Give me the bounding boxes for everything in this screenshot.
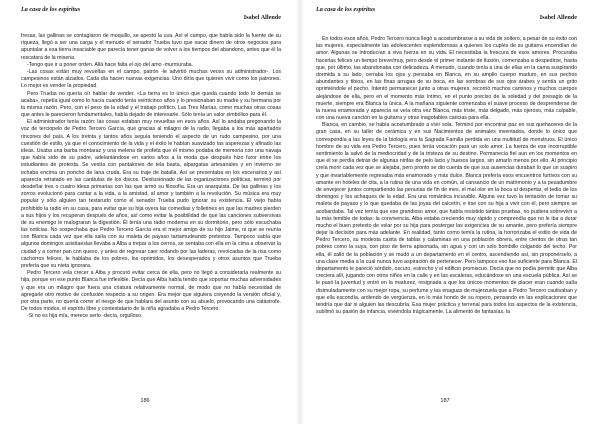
paragraph: fresas, las gallinas se contagiaron de moquillo, se apestó la uva. Así el campo, que había sido la fuente de su riqueza, llegó a ser una carga y el menudo el senador Trueba tuvo que sacar dinero de otros negocios para apuntalar a esa tierra insaciable que parecía tener ganas de volver a los tiempos del abandono, antes que él la rescatara de la miseria. [21, 33, 281, 61]
paragraph: El administrador tenía razón: las cosas estaban muy revueltas en esos años. Así lo andaba pregonando la voz de terciopelo de Pedro Tercero García, que gracias al milagro de la radio, llegaba a los más apartados rincones del país. A los treinta y tantos años seguía teniendo el aspecto de un rudo campesino, por una cuestión de estilo, ya que el conocimiento de la vida y el éxito le habían suavizado las asperezas y afinado las ideas. Usaba una barba montaraz y una melena de profeta que él mismo podaba de memoria con una navaja que había sido de su padre, adelantándose en varios años a la moda que después hizo furor entre los estudiantes de protesta. Se vestía con pantalones de tela basta, alpargatas artesanales y en invierno se echaba encima un poncho de lana cruda. Era su traje de batalla. Así se presentaba en los escenarios y así aparecía retratado en las carátulas de los discos. Desilusionado de las organizaciones políticas, terminó por desdeñar tres o cuatro ideas primarias con las que armó su filosofía. Era un anarquista. De las gallinas y los zorros evolucionó para cantar a la vida, a la amistad, al amor y también a la revolución. Su música era muy popular y sólo alguien tan testarudo como el senador Trueba pudo ignorar su existencia. El viejo había prohibido la radio en su casa, para evitar que su hija oyera las comedias y folletines en que las madres pierden a sus hijos y los recuperan después de años, así como evitar la posibilidad de que las canciones subversivas de su enemigo le malograran la digestión. Él tenía una radio moderna en su dormitorio, pero sólo escuchaba las noticias. No sospechaba que Pedro Tercero García era el mejor amigo de su hijo Jaime, ni que se reunía con Blanca cada vez que ella salía con su maleta de payaso tartamudeando pretextos. Tampoco sabía que algunos domingos asistíaeslas llevaba a Alba a trepar a los cerros, se sentaba con ella en la cima a observar la ciudad y a comer pan con queso, y antes de regresar caer rodando por las laderas, revolcadas de la risa como cachorros felices, le hablaba de los pobres, los oprimidos, los desesperados y otros asuntos que Trueba prefería que su nieta ignorara. [21, 119, 281, 269]
paragraph: Pero Trueba no quería oír hablar de vender. «La tierra es lo único que queda cuando todo lo demás se acaba», repetía igual como lo hacía cuando tenía veinticinco años y lo presionaban su madre y su hermana por la misma razón. Pero, con el peso de la edad y el trabajo político, Las Tres Marías, como muchas otras cosas que antes le parecieron fundamentales, había dejado de interesarle. Sólo tenía un valor simbólico para él. [21, 90, 281, 119]
right-page [300, 0, 590, 424]
paragraph: En todos esos años, Pedro Tercero nunca llegó a acostumbrarse a su vida de soltero, a pesar de su éxito con las mujeres, especialmente las adolescentes esplendorosas a quienes los cuplés de su guitarra encendían de amor. Algunas se introducían a viva fuerza en su vida. El necesitaba la frescura de esos amores. Procuraba hacerlas felices un tiempo breve/muy, pero desde el primer instante de ilusión, comenzaba a despedirse, hasta que, por último, las abandonaba con delicadeza. A menudo, cuando tenía a una de ellas en la cama suspirando dormida a su lado, cerraba los ojos y pensaba en Blanca, en su amplio cuerpo maduro, en sus pechos abundantes y tibios, en las finas arrugas de su boca, en las sombras de sus ojos árabes y sentía un grito oprimiéndole el pecho. Intentó permanecer junto a otras mujeres, recorrió muchos caminos y muchos cuerpos alejándose de ella, pero en el momento más íntimo, en el punto preciso de la soledad y del presagio de la muerte, siempre era Blanca la única. A la mañana siguiente comenzaba el suave proceso de desprenderse de la nueva enamorada y aparecía se veía otra vez Blanca, más triste, más delgado, más ojeroso, más culpable, con una nueva canción en la guitarra y otras inagotables caricias para ella. [316, 36, 577, 122]
page-number: 187 [440, 398, 450, 404]
running-header-author: Isabel Allende [243, 14, 281, 21]
running-header-author: Isabel Allende [539, 14, 577, 21]
paragraph: Blanca, en cambio, se había acostumbrado a vivir sola. Terminó por encontrar paz en sus quehaceres de la gran casa, en su taller de cerámica y en sus Nacimientos de animales inventados, donde lo único que correspondía a las leyes de la biología era la Sagrada Familia perdida en una multitud de monstruos. El único hombre de su vida era Pedro Tercero, pues tenía vocación para un solo amor. La fuerza de ese incorruptible sentimiento la salvó de la mediocridad y de la tristeza de su destino. Permanecía fiel aun en los momentos en que él se perdía detrás de algunas ninfas de pelo lacio y huesos largos, sin amarlo menos por ello. Al principio creía morir cada vez que se alejaba, pero pronto se dio cuenta de que sus ausencias duraban lo que un suspiro y que invariablemente regresaba más enamorado y más dulce. Blanca prefería esos encuentros furtivos con su amante en hoteles de cita, a la rutina de una vida en común, al cansancio de un matrimonio y a la pesadumbre de envejecer juntos compartiendo las penurias de fin de mes, el mal olor en la boca al despertar, el tedio de los domingos y los achaques de la edad. Era una romántica incurable. Alguna vez tuvo la tentación de tomar su maleta de payaso y lo que quedaba de las joyas del calcetín, e irse con su hija a vivir con él, pero siempre se acobardaba. Tal vez temía que ese grandioso amor, que había resistido tantas pruebas, no pudiera sobrevivir a la más temible de todas: la convivencia. Alba estaba creciendo muy rápido y comprendía que no le iba a durar mucho el buen pretexto de velar por su hija para postergar las exigencias de su amante, pero prefería siempre dejar la decisión para más adelante. En realidad, tanto como temía la rutina, la horrorizaba el estilo de vida de Pedro Tercero, su modesta casita de tablas y calaminas en una población obrera, entre cientos de otras tan pobres como la suya, con piso de tierra apisonada, sin agua y con un solo bombillo colgando del techo. Por ella, él salió de la población y se mudó a un departamento en el centro, ascendiendo así, sin proponérselo, a una clase media a la cual nunca tuvo aspiración de pertenecer. Pero tampoco eso fue suficiente para Blanca. El departamento le pareció sórdido, oscuro, estrecho y el edificio promiscuo. Decía que no podía permitir que Alba creciera allí, jugando con otros niños en la calle y en las escaleras, educándose en una escuela pública. Así se le pasó la juventud y entró en la madurez, resignada a que los únicos momentos de placer eran cuando salía disimuladamente con su mejor ropa, su perfume y las enaguas de mujerzuela que a Pedro Tercero cautivaban y que ella escondía, ardiendo de vergüenza, en lo más hondo de su ropero, pensando en las explicaciones que tendría que dar si alguien las descubría. Esa mujer práctica y terrenal para todos los aspectos de la existencia, sublimó su pasión de infancia, viviéndola trágicamente. La alimentó de fantasías, la [316, 122, 577, 316]
paragraph: -Si no es hija mía, merece serlo -decía, orgulloso. [27, 313, 143, 320]
running-header-title: La casa de los espíritus [316, 6, 376, 13]
page-body [21, 33, 281, 399]
paragraph: -Las cosas están muy revueltas en el campo, patrón -le advirtió muchas veces su administrador-. Los campesinos están alzados. Cada día hacen nuevas exigencias. Uno diría que quieren vivir como los patrones. Lo mejor es vender la propiedad. [21, 68, 281, 90]
paragraph: Pedro Tercero vela crecer a Alba y procuró evitar cerca de ella, pero no llegó a considerarla realmente su hija, porque en ese punto Blanca fue inflexible. Decía que Alba había tenido que soportar muchas adversidades y que era un milagro que fuera una criatura relativamente normal, de modo que no había necesidad de agregarle otro motivo de confusión respecto a su origen. Era mejor que siguiera creyendo la versión oficial y, por otra parte, no quería correr el riesgo de que hablara del asunto con su abuelo, provocando una catástrofe. De todos modos, el espíritu libre y contestatario de la niña agradaba a Pedro Tercero. [21, 270, 281, 313]
page-body [316, 36, 577, 402]
left-page [0, 0, 290, 424]
page-number: 186 [140, 398, 150, 404]
paragraph: -Tengo que ir a poner orden. Allá hace falta el ojo del amo -murmuraba. [27, 61, 194, 68]
running-header-title: La casa de los espíritus [21, 6, 81, 13]
